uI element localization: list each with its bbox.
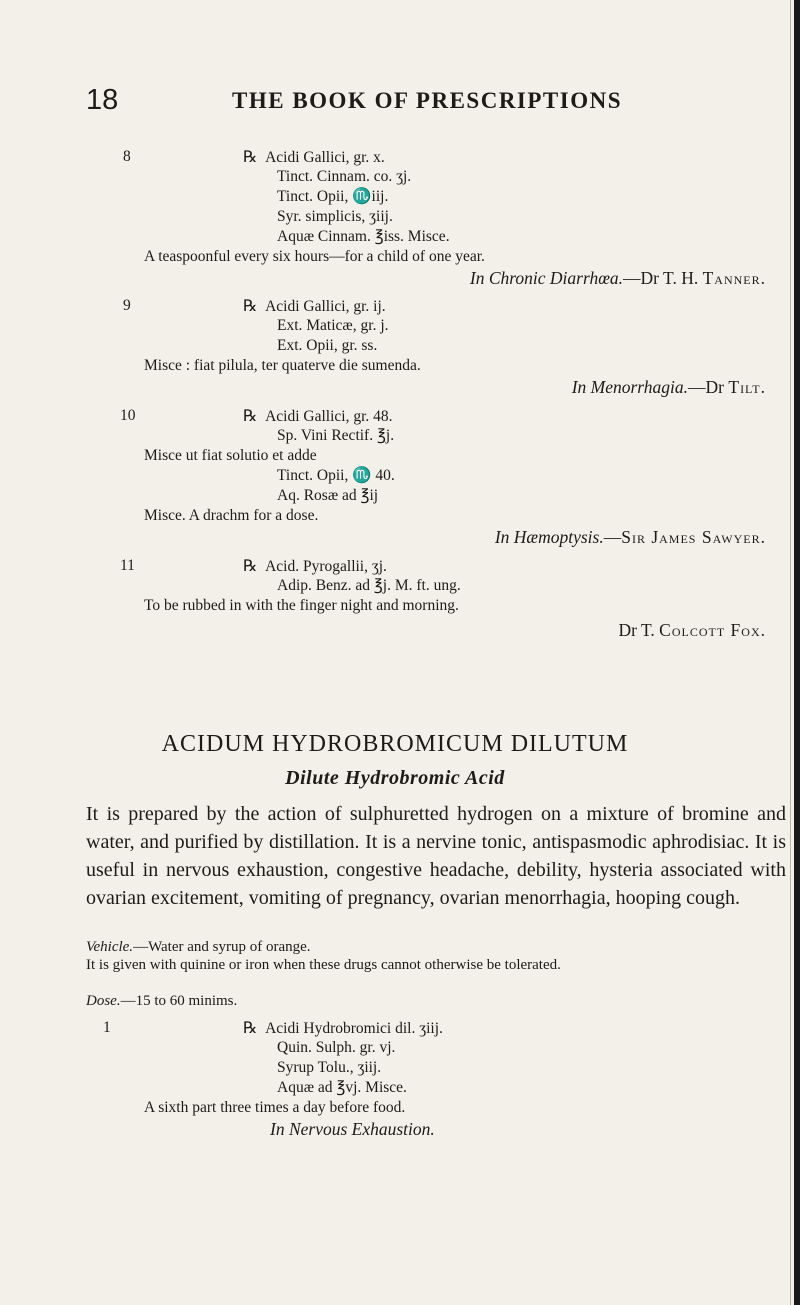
author-prefix: Dr T. H.: [640, 268, 703, 288]
page-number: 18: [86, 84, 119, 116]
ingredient: Quin. Sulph. gr. vj.: [277, 1039, 396, 1056]
vehicle-text: —Water and syrup of orange.: [133, 939, 311, 955]
recipe-symbol: ℞: [243, 556, 258, 575]
rx-number: 1: [103, 1019, 111, 1036]
author-name: Tilt.: [728, 377, 766, 397]
author-name: Tanner.: [702, 268, 766, 288]
dose-label: Dose.: [86, 993, 121, 1009]
rx-line: [243, 296, 386, 317]
rx-line: [243, 556, 387, 577]
description-text: It is prepared by the action of sulphuretted hydrogen on a mixture of bromine and water, and purified by distillation. It is a nervine tonic, antispasmodic aphrodisiac. It is useful in nervous exhaustion, congestive headache, debility, hysteria associated with ovarian excitement, vomiting of pregnancy, ovarian menorrhagia, hooping cough.: [86, 803, 786, 909]
ingredient: Tinct. Opii, ♏ 40.: [277, 467, 395, 484]
rx-line: [243, 1018, 443, 1039]
rx-number: 10: [120, 407, 136, 424]
ingredient: Aq. Rosæ ad ℥ij: [277, 487, 379, 504]
page-edge-line: [790, 0, 791, 1305]
ingredient: Ext. Opii, gr. ss.: [277, 337, 378, 354]
section-heading: ACIDUM HYDROBROMICUM DILUTUM: [161, 731, 629, 757]
vehicle-label: Vehicle.: [86, 939, 134, 955]
condition: In Chronic Diarrhœa.: [469, 268, 624, 288]
ingredient: Syr. simplicis, ʒiij.: [277, 208, 393, 225]
recipe-symbol: ℞: [243, 147, 258, 166]
rx-source: [470, 268, 766, 288]
ingredient: Acidi Hydrobromici dil. ʒiij.: [265, 1020, 443, 1037]
section-description: [86, 800, 786, 912]
ingredient: Acidi Gallici, gr. x.: [265, 149, 385, 166]
ingredient: Acid. Pyrogallii, ʒj.: [265, 558, 387, 575]
ingredient: Aquæ ad ℥vj. Misce.: [277, 1079, 407, 1096]
recipe-symbol: ℞: [243, 1018, 258, 1037]
rx-directions: To be rubbed in with the finger night and morning.: [144, 597, 459, 614]
dash: —: [603, 527, 622, 547]
rx-directions: Misce ut fiat solutio et adde: [144, 447, 317, 464]
running-header: [0, 84, 790, 124]
ingredient: Tinct. Cinnam. co. ʒj.: [277, 168, 412, 185]
author-name: Colcott Fox.: [659, 620, 766, 640]
condition: In Nervous Exhaustion.: [270, 1119, 435, 1139]
ingredient: Aquæ Cinnam. ℥iss. Misce.: [277, 228, 450, 245]
vehicle-note: [86, 938, 786, 956]
section-subheading: Dilute Hydrobromic Acid: [285, 767, 505, 789]
ingredient: Acidi Gallici, gr. 48.: [265, 408, 393, 425]
condition: In Menorrhagia.: [571, 377, 689, 397]
rx-number: 11: [120, 557, 135, 574]
rx-directions: A sixth part three times a day before food.: [144, 1099, 406, 1116]
dash: —: [688, 377, 706, 397]
ingredient: Sp. Vini Rectif. ℥j.: [277, 427, 395, 444]
ingredient: Acidi Gallici, gr. ij.: [265, 298, 386, 315]
rx-source: [495, 527, 766, 547]
rx-source: [619, 620, 767, 640]
recipe-symbol: ℞: [243, 406, 258, 425]
rx-source: [270, 1119, 435, 1139]
rx-number: 8: [123, 148, 131, 165]
ingredient: Adip. Benz. ad ℥j. M. ft. ung.: [277, 577, 461, 594]
ingredient: Ext. Maticæ, gr. j.: [277, 317, 389, 334]
book-title: THE BOOK OF PRESCRIPTIONS: [232, 88, 623, 113]
rx-line: [243, 406, 393, 427]
rx-line: [243, 147, 385, 168]
condition: In Hæmoptysis.: [494, 527, 604, 547]
dash: —: [623, 268, 641, 288]
recipe-symbol: ℞: [243, 296, 258, 315]
rx-source: [572, 377, 766, 397]
author-prefix: Dr: [705, 377, 729, 397]
dose-text: —15 to 60 minims.: [120, 993, 238, 1009]
rx-directions: Misce. A drachm for a dose.: [144, 507, 319, 524]
page-edge: [794, 0, 800, 1305]
ingredient: Tinct. Opii, ♏iij.: [277, 188, 389, 205]
rx-directions: A teaspoonful every six hours—for a child of one year.: [144, 248, 485, 265]
quinine-note: It is given with quinine or iron when these drugs cannot otherwise be tolerated.: [86, 957, 561, 973]
author-prefix: Dr T.: [618, 620, 660, 640]
ingredient: Syrup Tolu., ʒiij.: [277, 1059, 382, 1076]
dose-note: [86, 992, 786, 1010]
author-name: Sir James Sawyer.: [621, 527, 766, 547]
rx-number: 9: [123, 297, 131, 314]
rx-directions: Misce : fiat pilula, ter quaterve die sumenda.: [144, 357, 421, 374]
